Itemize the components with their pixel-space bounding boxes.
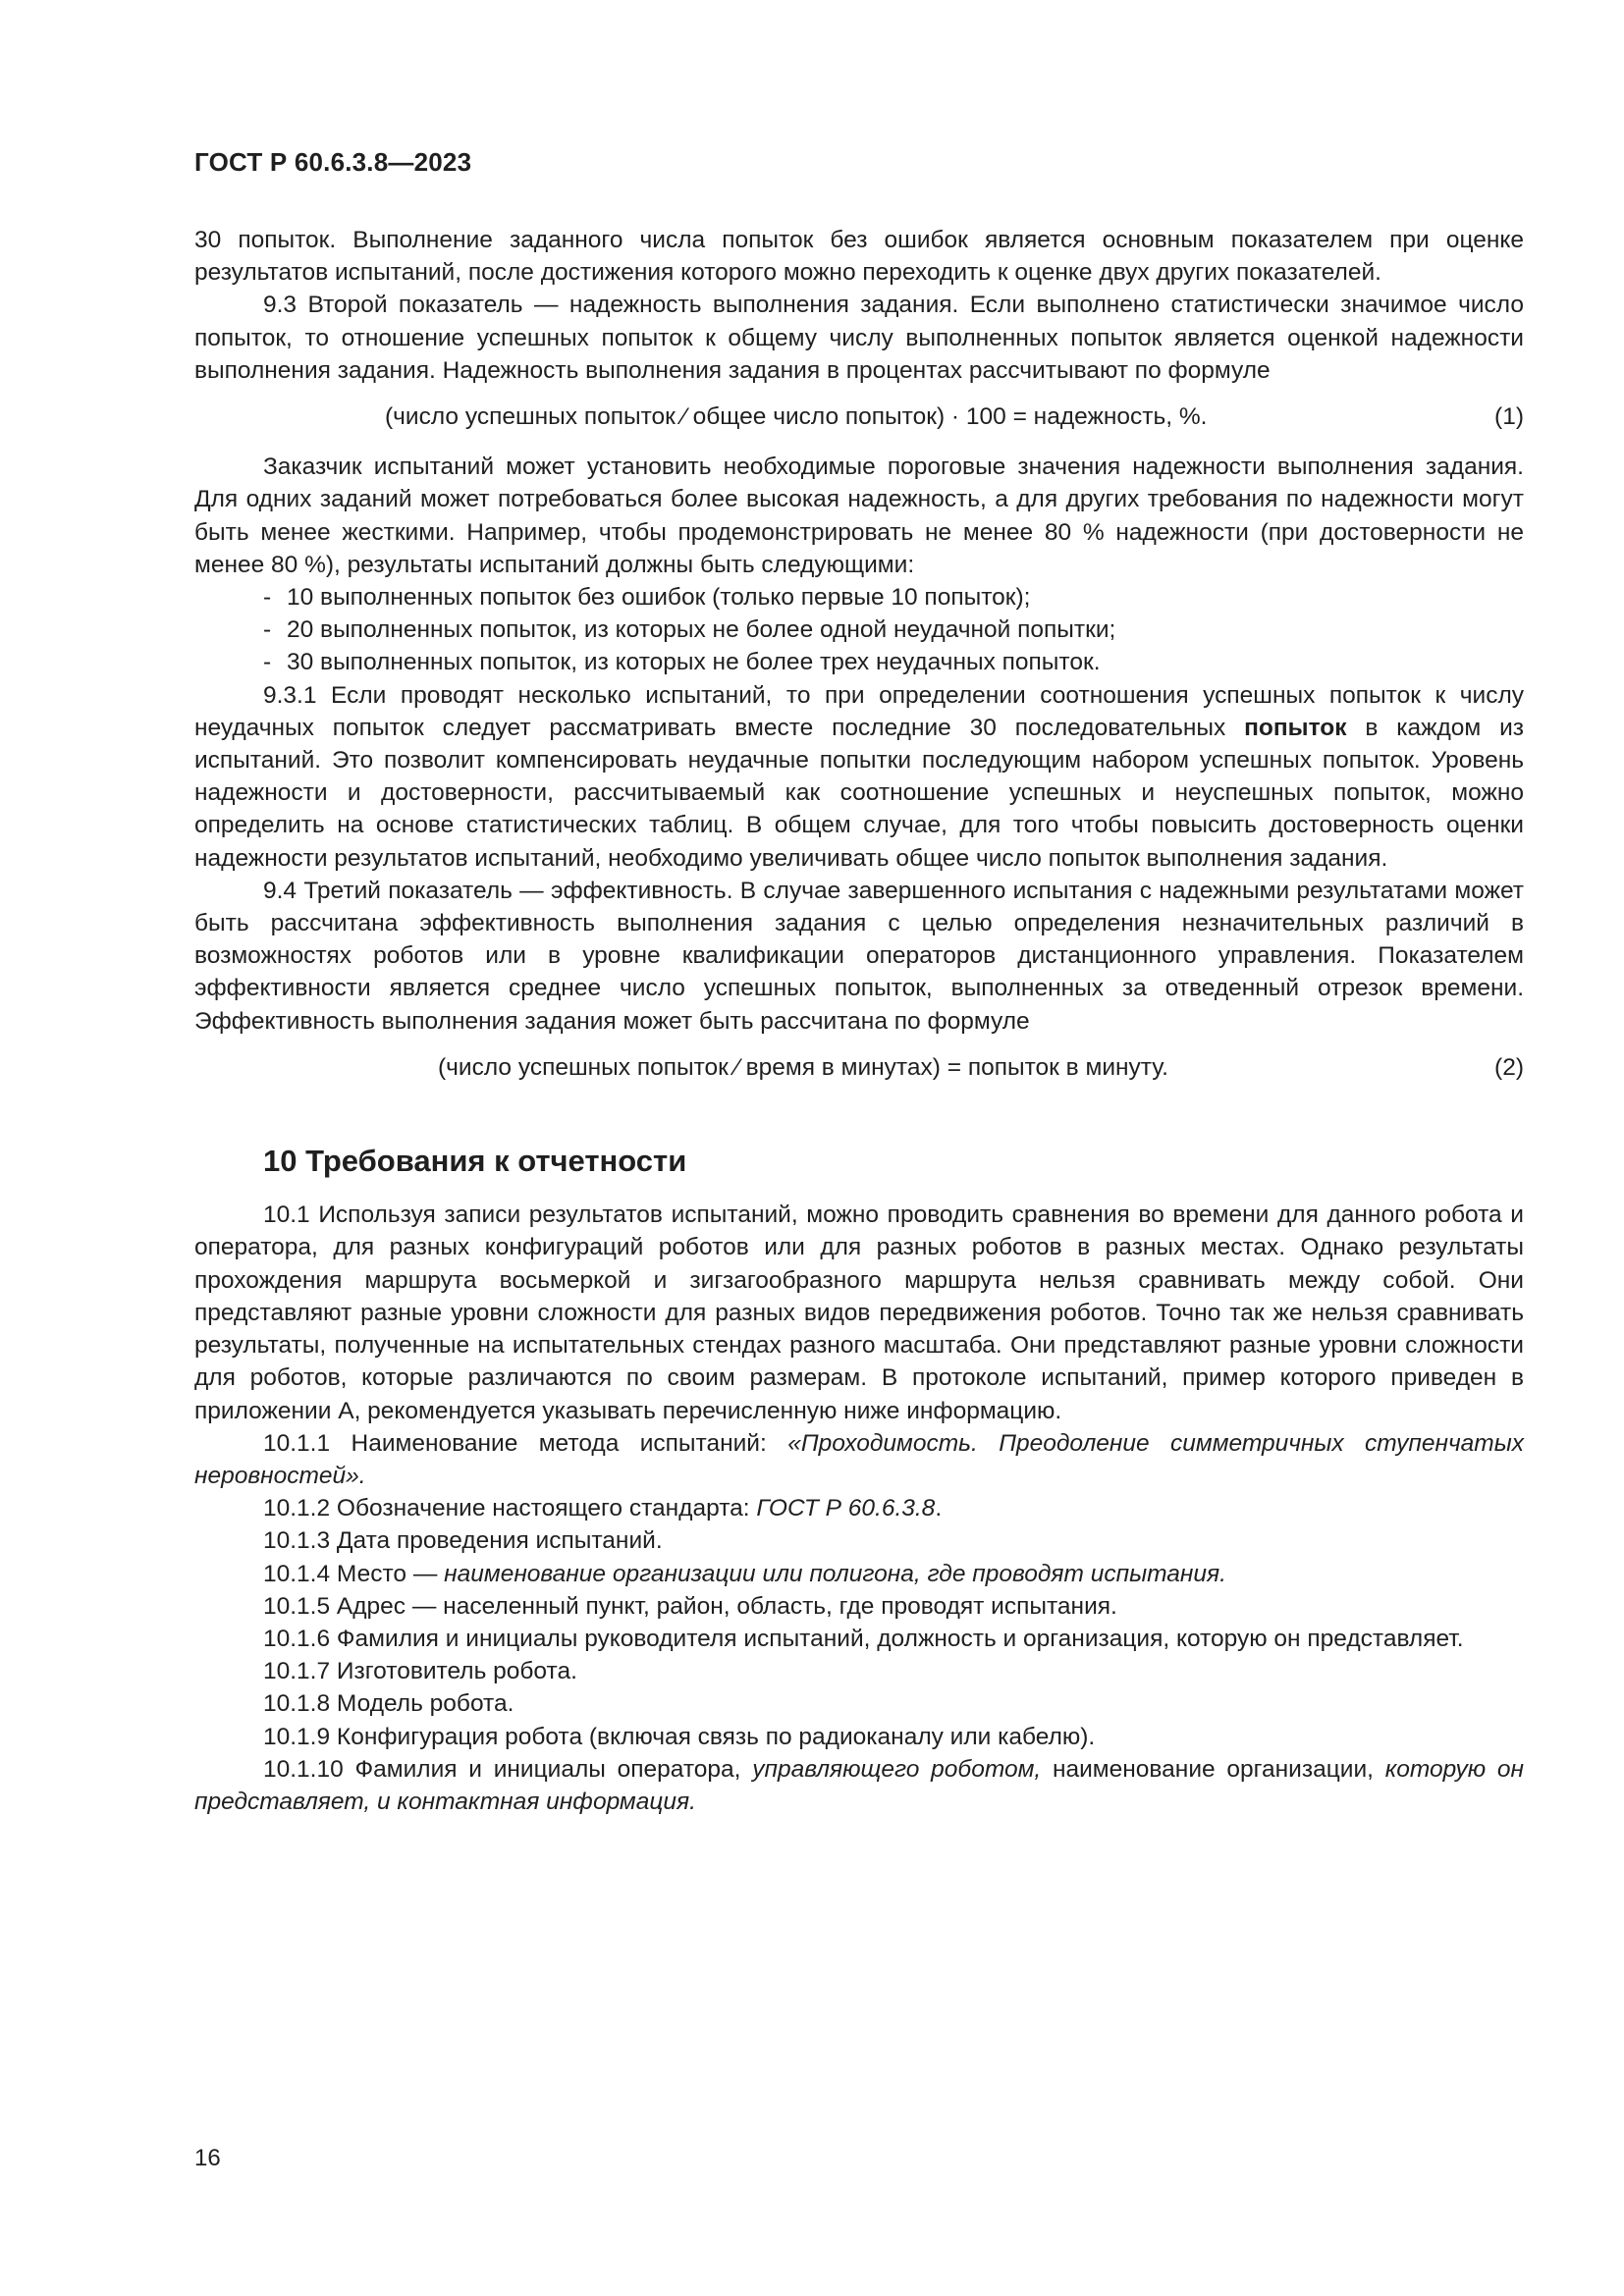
item-10-1-1 <box>194 1427 1524 1492</box>
item-10-1-2-period: . <box>935 1495 943 1522</box>
document-header: ГОСТ Р 60.6.3.8—2023 <box>194 147 472 177</box>
paragraph-9-3-1-bold: попыток <box>1244 714 1347 741</box>
list-item <box>194 581 1524 614</box>
item-10-1-10-em-2: которую он представляет, и контактная информация. <box>194 1755 1524 1815</box>
list-item-text: 20 выполненных попыток, из которых не более одной неудачной попытки; <box>287 616 1116 644</box>
item-10-1-4-label: 10.1.4 Место — <box>263 1560 445 1587</box>
list-marker: - <box>263 649 272 676</box>
list-item-text: 10 выполненных попыток без ошибок (только первые 10 попыток); <box>287 584 1031 612</box>
formula-1 <box>194 400 1524 433</box>
item-10-1-4-value: наименование организации или полигона, где проводят испытания. <box>444 1560 1226 1587</box>
paragraph-customer: Заказчик испытаний может установить необходимые пороговые значения надежности выполнения задания. Для одних заданий может потребоваться более высокая надежность, а для других требования по надежности могут быть менее жесткими. Например, чтобы продемонстрировать не менее 80 % надежности (при достоверности не менее 80 %), результаты испытаний должны быть следующими: <box>194 454 1524 578</box>
list-item <box>194 646 1524 678</box>
paragraph-continuation: 30 попыток. Выполнение заданного числа попыток без ошибок является основным показателем при оценке результатов испытаний, после достижения которого можно переходить к оценке двух других показателей. <box>194 227 1524 287</box>
paragraph-10-1: 10.1 Используя записи результатов испытаний, можно проводить сравнения во времени для данного робота и оператора, для разных конфигураций роботов или для разных роботов в разных местах. Однако результаты прохождения маршрута восьмеркой и зигзагообразного маршрута нельзя сравнивать между собой. Они представляют разные уровни сложности для разных видов передвижения роботов. Точно так же нельзя сравнивать результаты, полученные на испытательных стендах разного масштаба. Они представляют разные уровни сложности для роботов, которые различаются по своим размерам. В протоколе испытаний, пример которого приведен в приложении А, рекомендуется указывать перечисленную ниже информацию. <box>194 1201 1524 1424</box>
list-item <box>194 614 1524 646</box>
item-10-1-1-value: «Проходимость. Преодоление симметричных ступенчатых неровностей». <box>194 1429 1524 1489</box>
item-10-1-10-text: наименование организации, <box>1041 1755 1385 1783</box>
item-10-1-1-label: 10.1.1 Наименование метода испытаний: <box>263 1429 788 1457</box>
item-10-1-7: 10.1.7 Изготовитель робота. <box>263 1658 577 1685</box>
item-10-1-2-value: ГОСТ Р 60.6.3.8 <box>756 1495 936 1522</box>
paragraph-9-3-1-part-b: в каждом из испытаний. Это позволит компенсировать неудачные попытки последующим набором успешных попыток. Уровень надежности и достоверности, рассчитываемый как соотношение успешных и неуспешных попыток, можно определить на основе статистических таблиц. В общем случае, для того чтобы повысить достоверность оценки надежности результатов испытаний, необходимо увеличивать общее число попыток выполнения задания. <box>194 714 1525 872</box>
formula-2-number: (2) <box>1494 1053 1524 1081</box>
formula-2 <box>194 1051 1524 1084</box>
item-10-1-10-label: 10.1.10 Фамилия и инициалы оператора, <box>263 1755 753 1783</box>
paragraph-9-4: 9.4 Третий показатель — эффективность. В случае завершенного испытания с надежными результатами может быть рассчитана эффективность выполнения задания с целью определения незначительных различий в возможностях роботов или в уровне квалификации операторов дистанционного управления. Показателем эффективности является среднее число успешных попыток, выполненных за отведенный отрезок времени. Эффективность выполнения задания может быть рассчитана по формуле <box>194 877 1524 1035</box>
formula-1-expression: (число успешных попыток ⁄ общее число попыток) · 100 = надежность, %. <box>385 403 1208 431</box>
item-10-1-8: 10.1.8 Модель робота. <box>263 1690 514 1718</box>
item-10-1-6: 10.1.6 Фамилия и инициалы руководителя испытаний, должность и организация, которую он представляет. <box>263 1625 1464 1652</box>
item-10-1-9: 10.1.9 Конфигурация робота (включая связь по радиоканалу или кабелю). <box>263 1723 1096 1750</box>
section-title: 10 Требования к отчетности <box>263 1144 687 1179</box>
item-10-1-2-label: 10.1.2 Обозначение настоящего стандарта: <box>263 1495 757 1522</box>
list-marker: - <box>263 584 272 612</box>
item-10-1-10 <box>194 1753 1524 1818</box>
item-10-1-3: 10.1.3 Дата проведения испытаний. <box>263 1527 663 1555</box>
item-10-1-10-em-1: управляющего роботом, <box>752 1755 1042 1783</box>
formula-2-expression: (число успешных попыток ⁄ время в минутах) = попыток в минуту. <box>438 1053 1168 1081</box>
item-10-1-2 <box>194 1492 1524 1524</box>
formula-1-number: (1) <box>1494 403 1524 431</box>
list-marker: - <box>263 616 272 644</box>
paragraph-9-3-1-part-a: 9.3.1 Если проводят несколько испытаний, то при определении соотношения успешных попыток к числу неудачных попыток следует рассматривать вместе последние 30 последовательных <box>194 681 1524 741</box>
item-10-1-4 <box>194 1558 1524 1590</box>
page-number: 16 <box>194 2145 221 2171</box>
item-10-1-5: 10.1.5 Адрес — населенный пункт, район, область, где проводят испытания. <box>263 1592 1117 1620</box>
paragraph-9-3: 9.3 Второй показатель — надежность выполнения задания. Если выполнено статистически значимое число попыток, то отношение успешных попыток к общему числу выполненных попыток является оценкой надежности выполнения задания. Надежность выполнения задания в процентах рассчитывают по формуле <box>194 292 1524 384</box>
document-body <box>194 224 1524 1818</box>
paragraph-9-3-1 <box>194 679 1524 875</box>
list-item-text: 30 выполненных попыток, из которых не более трех неудачных попыток. <box>287 649 1101 676</box>
